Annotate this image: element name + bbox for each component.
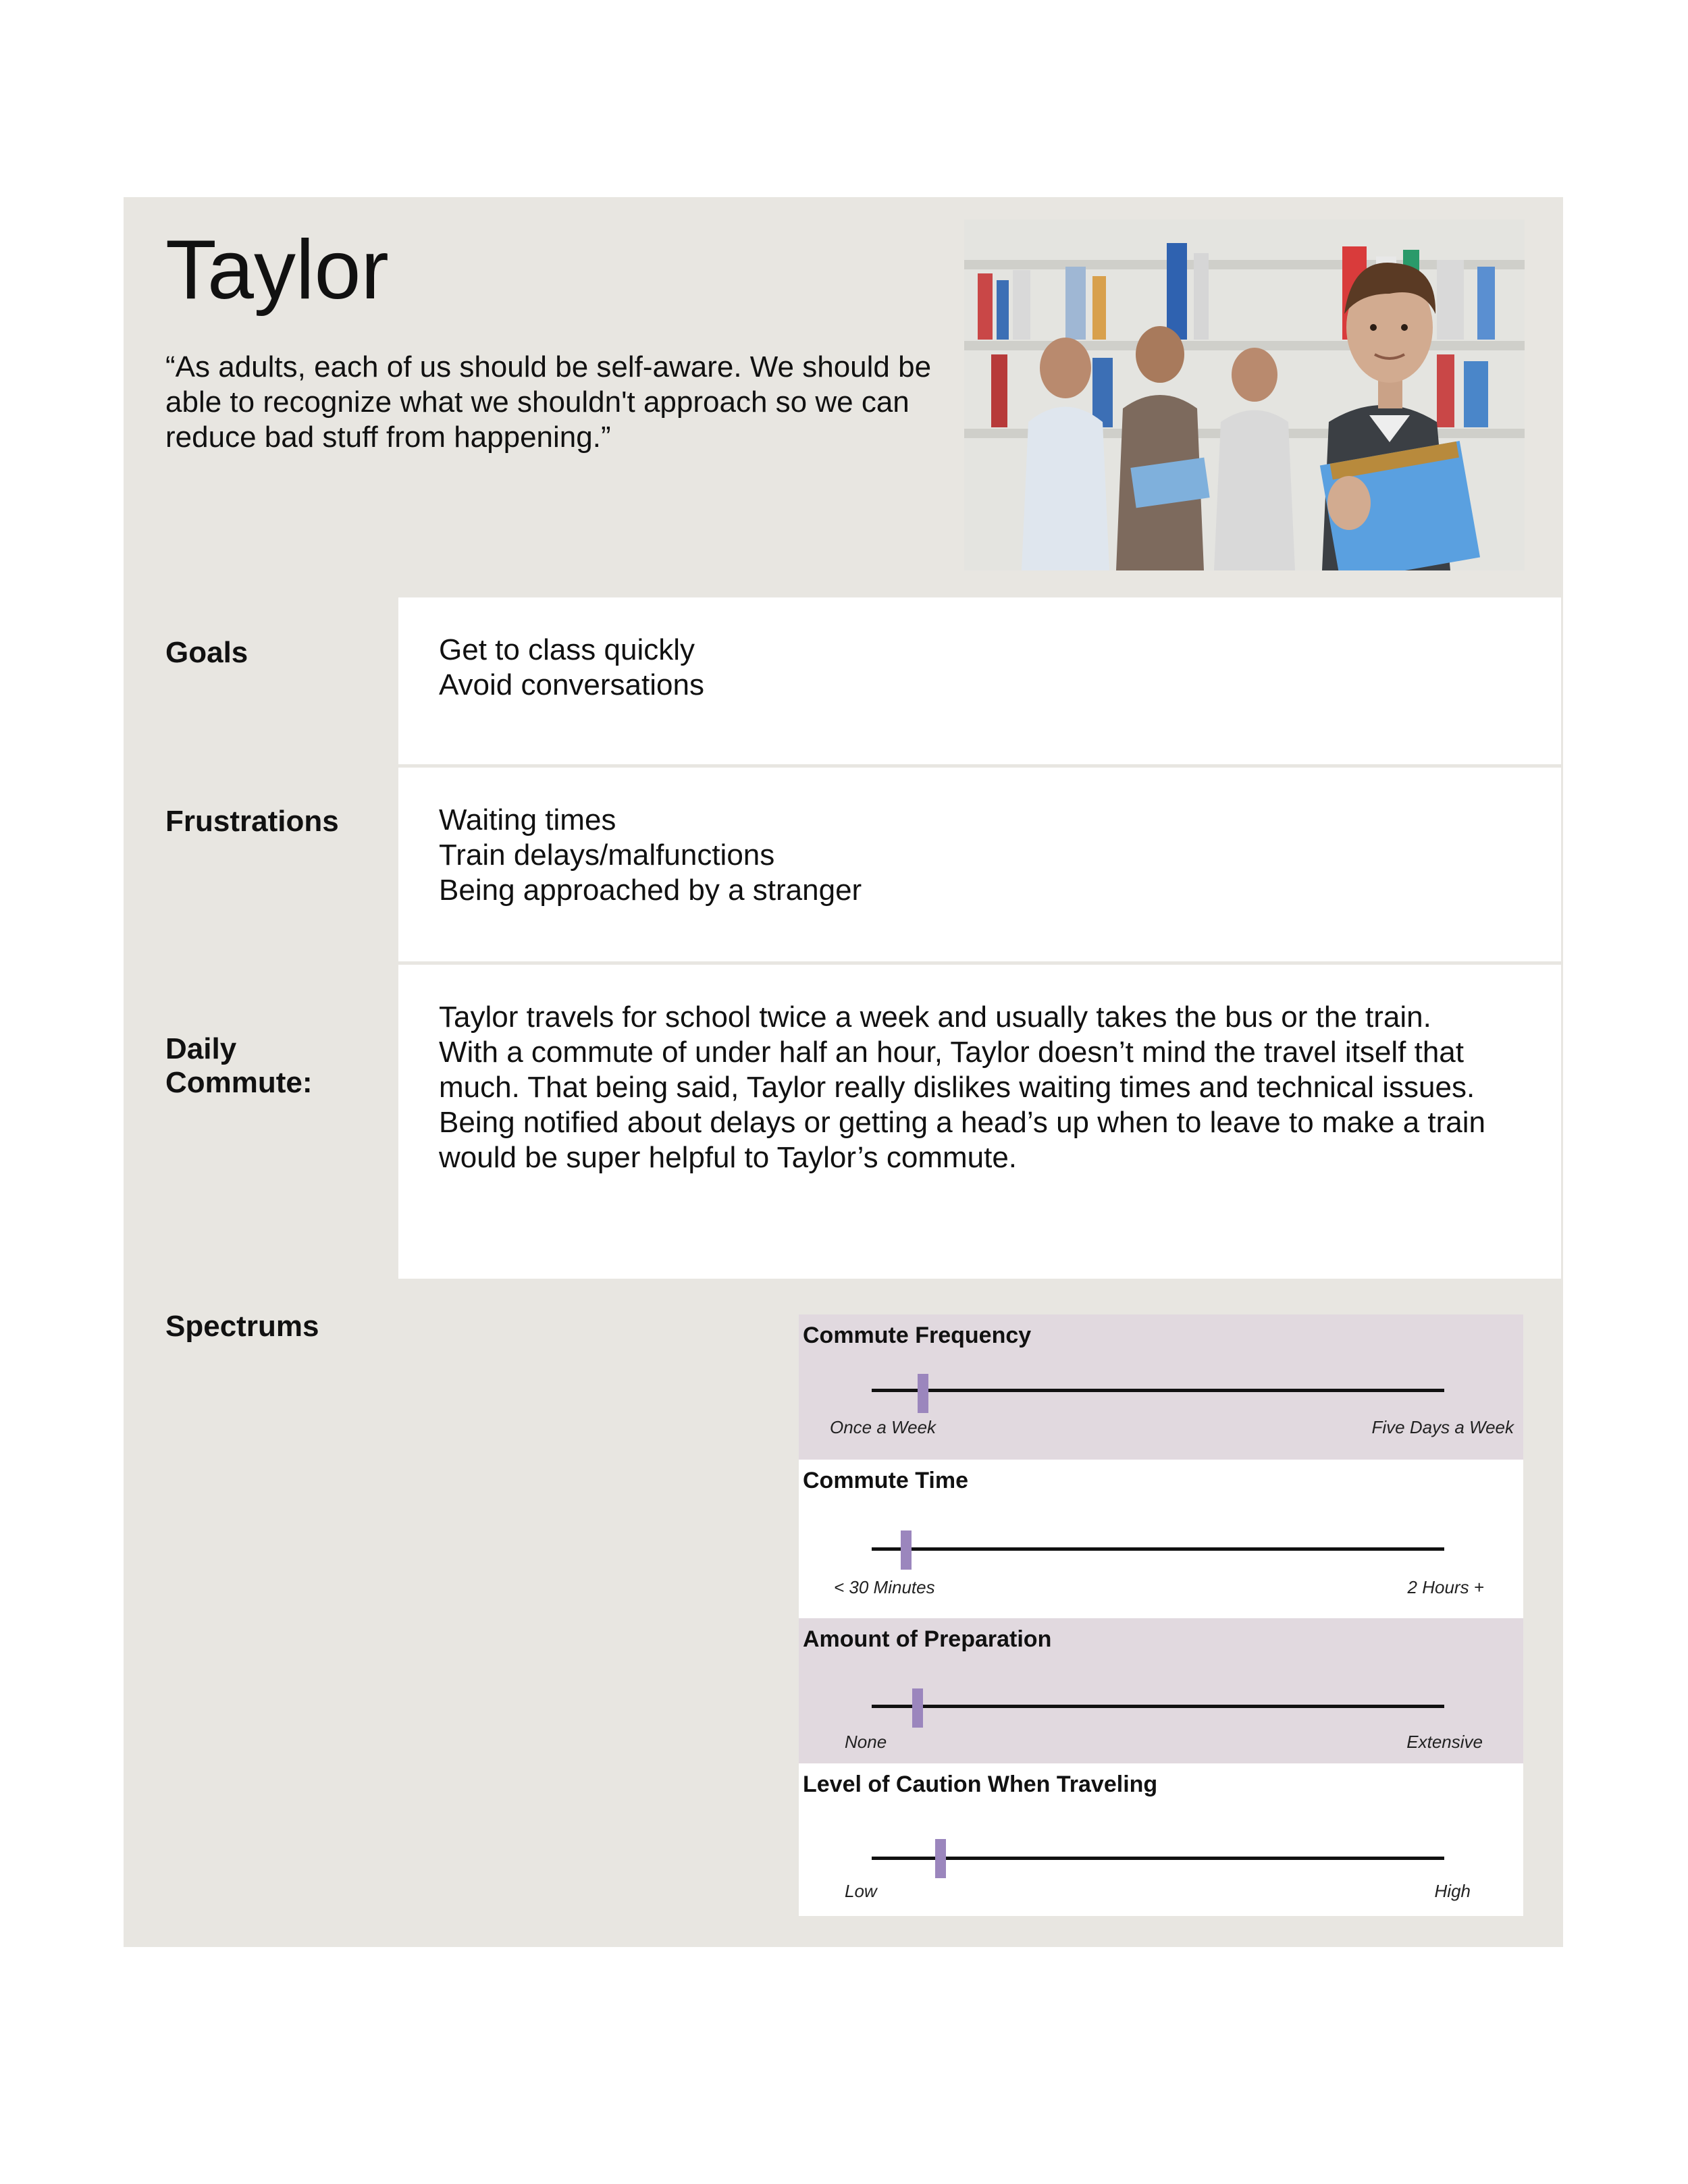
- commute-text-line: Being notified about delays or getting a head’s up when to leave to make a train: [439, 1106, 1486, 1139]
- spectrum-low-label: None: [845, 1732, 887, 1752]
- spectrum-marker: [935, 1839, 946, 1878]
- persona-photo: [964, 219, 1525, 570]
- commute-text-line: much. That being said, Taylor really dislikes waiting times and technical issues.: [439, 1071, 1475, 1104]
- spectrum-title: Amount of Preparation: [803, 1626, 1052, 1652]
- spectrum-high-label: High: [1434, 1881, 1471, 1901]
- goal-item: Avoid conversations: [439, 668, 704, 701]
- spectrum-title: Commute Time: [803, 1468, 968, 1493]
- spectrum-commute-frequency: [799, 1314, 1523, 1460]
- frustration-item: Train delays/malfunctions: [439, 838, 775, 872]
- spectrum-title: Level of Caution When Traveling: [803, 1772, 1158, 1797]
- daily-commute-label-line: Commute:: [165, 1066, 313, 1099]
- goals-box: [398, 597, 1561, 764]
- student-with-books-photo-icon: [964, 219, 1525, 570]
- spectrum-level-of-caution: [799, 1763, 1523, 1916]
- spectrum-track: [872, 1547, 1444, 1551]
- spectrum-high-label: 2 Hours +: [1407, 1577, 1484, 1597]
- daily-commute-box: [398, 965, 1561, 1279]
- frustration-item: Being approached by a stranger: [439, 874, 862, 907]
- spectrum-marker: [901, 1530, 912, 1570]
- frustrations-list: [439, 803, 862, 908]
- commute-text-line: Taylor travels for school twice a week and usually takes the bus or the train.: [439, 1001, 1431, 1034]
- spectrum-marker: [918, 1374, 928, 1413]
- frustrations-label: Frustrations: [165, 805, 339, 838]
- spectrum-high-label: Extensive: [1406, 1732, 1483, 1752]
- commute-text-line: With a commute of under half an hour, Taylor doesn’t mind the travel itself that: [439, 1036, 1464, 1069]
- spectrum-low-label: < 30 Minutes: [834, 1577, 935, 1597]
- frustration-item: Waiting times: [439, 803, 616, 836]
- spectrum-title: Commute Frequency: [803, 1323, 1032, 1348]
- spectrum-low-label: Once a Week: [830, 1417, 937, 1437]
- spectrum-track: [872, 1857, 1444, 1860]
- spectrum-high-label: Five Days a Week: [1371, 1417, 1514, 1437]
- daily-commute-text: [439, 1000, 1485, 1175]
- spectrum-track: [872, 1389, 1444, 1392]
- persona-quote: “As adults, each of us should be self-aware. We should be able to recognize what we shouldn't approach so we can reduce bad stuff from happening.”: [165, 350, 932, 454]
- goals-list: [439, 633, 704, 703]
- spectrum-amount-of-preparation: [799, 1618, 1523, 1763]
- spectrum-low-label: Low: [845, 1881, 877, 1901]
- persona-name: Taylor: [165, 223, 389, 317]
- spectrum-commute-time: [799, 1460, 1523, 1618]
- persona-card: [124, 197, 1563, 1947]
- commute-text-line: would be super helpful to Taylor’s commute.: [439, 1141, 1018, 1174]
- goal-item: Get to class quickly: [439, 633, 695, 666]
- daily-commute-label: [165, 1032, 313, 1100]
- frustrations-box: [398, 768, 1561, 961]
- spectrum-marker: [912, 1688, 923, 1728]
- spectrums-label: Spectrums: [165, 1310, 319, 1343]
- goals-label: Goals: [165, 636, 248, 669]
- daily-commute-label-line: Daily: [165, 1032, 237, 1065]
- spectrum-track: [872, 1705, 1444, 1708]
